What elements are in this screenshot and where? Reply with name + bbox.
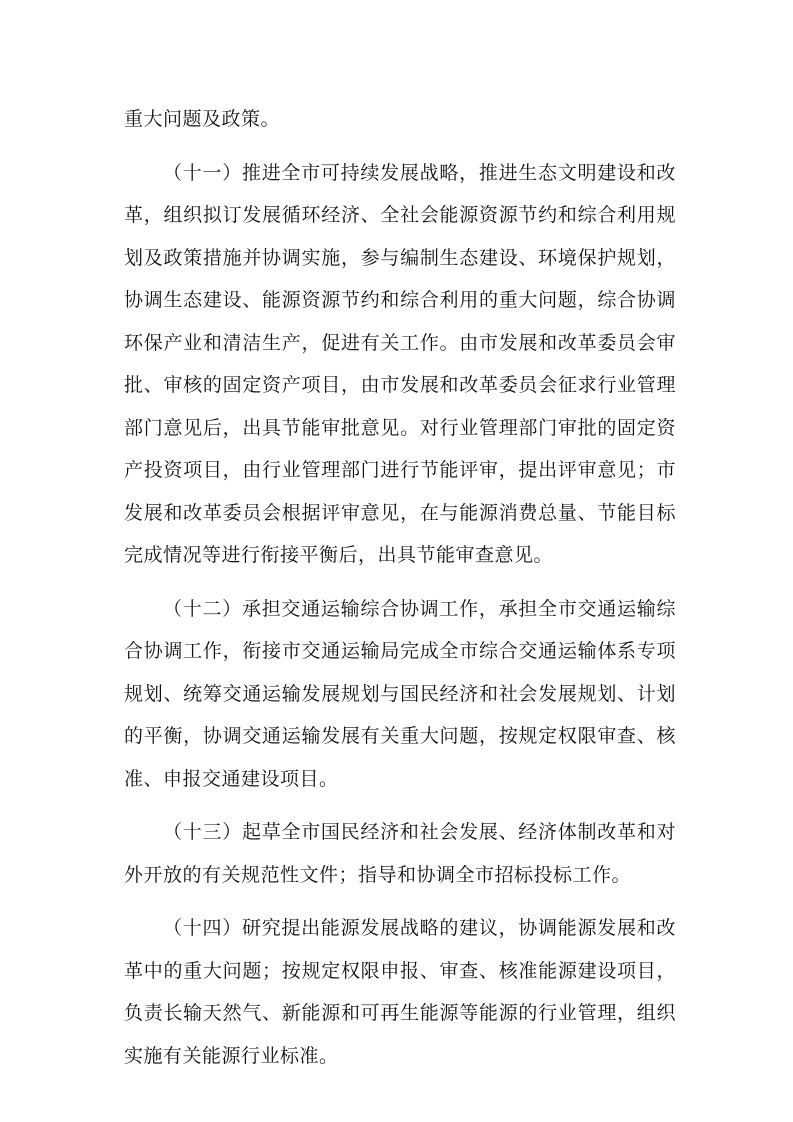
paragraph-item-12: （十二）承担交通运输综合协调工作，承担全市交通运输综合协调工作，衔接市交通运输局完成全市综合交通运输体系专项规划、统筹交通运输发展规划与国民经济和社会发展规划、计划的平衡，协调交通运输发展有关重大问题，按规定权限审查、核准、申报交通建设项目。 [124,597,676,790]
paragraph-item-14: （十四）研究提出能源发展战略的建议，协调能源发展和改革中的重大问题；按规定权限申报、审查、核准能源建设项目，负责长输天然气、新能源和可再生能源等能源的行业管理，组织实施有关能源行业标准。 [124,917,676,1067]
paragraph-continuation: 重大问题及政策。 [124,108,281,130]
paragraph-item-13: （十三）起草全市国民经济和社会发展、经济体制改革和对外开放的有关规范性文件；指导和协调全市招标投标工作。 [124,821,676,886]
paragraph-item-11: （十一）推进全市可持续发展战略，推进生态文明建设和改革，组织拟订发展循环经济、全社会能源资源节约和综合利用规划及政策措施并协调实施，参与编制生态建设、环境保护规划，协调生态建设、能源资源节约和综合利用的重大问题，综合协调环保产业和清洁生产，促进有关工作。由市发展和改革委员会审批、审核的固定资产项目，由市发展和改革委员会征求行业管理部门意见后，出具节能审批意见。对行业管理部门审批的固定资产投资项目，由行业管理部门进行节能评审，提出评审意见；市发展和改革委员会根据评审意见，在与能源消费总量、节能目标完成情况等进行衔接平衡后，出具节能审查意见。 [124,161,676,566]
document-body [124,98,676,1077]
